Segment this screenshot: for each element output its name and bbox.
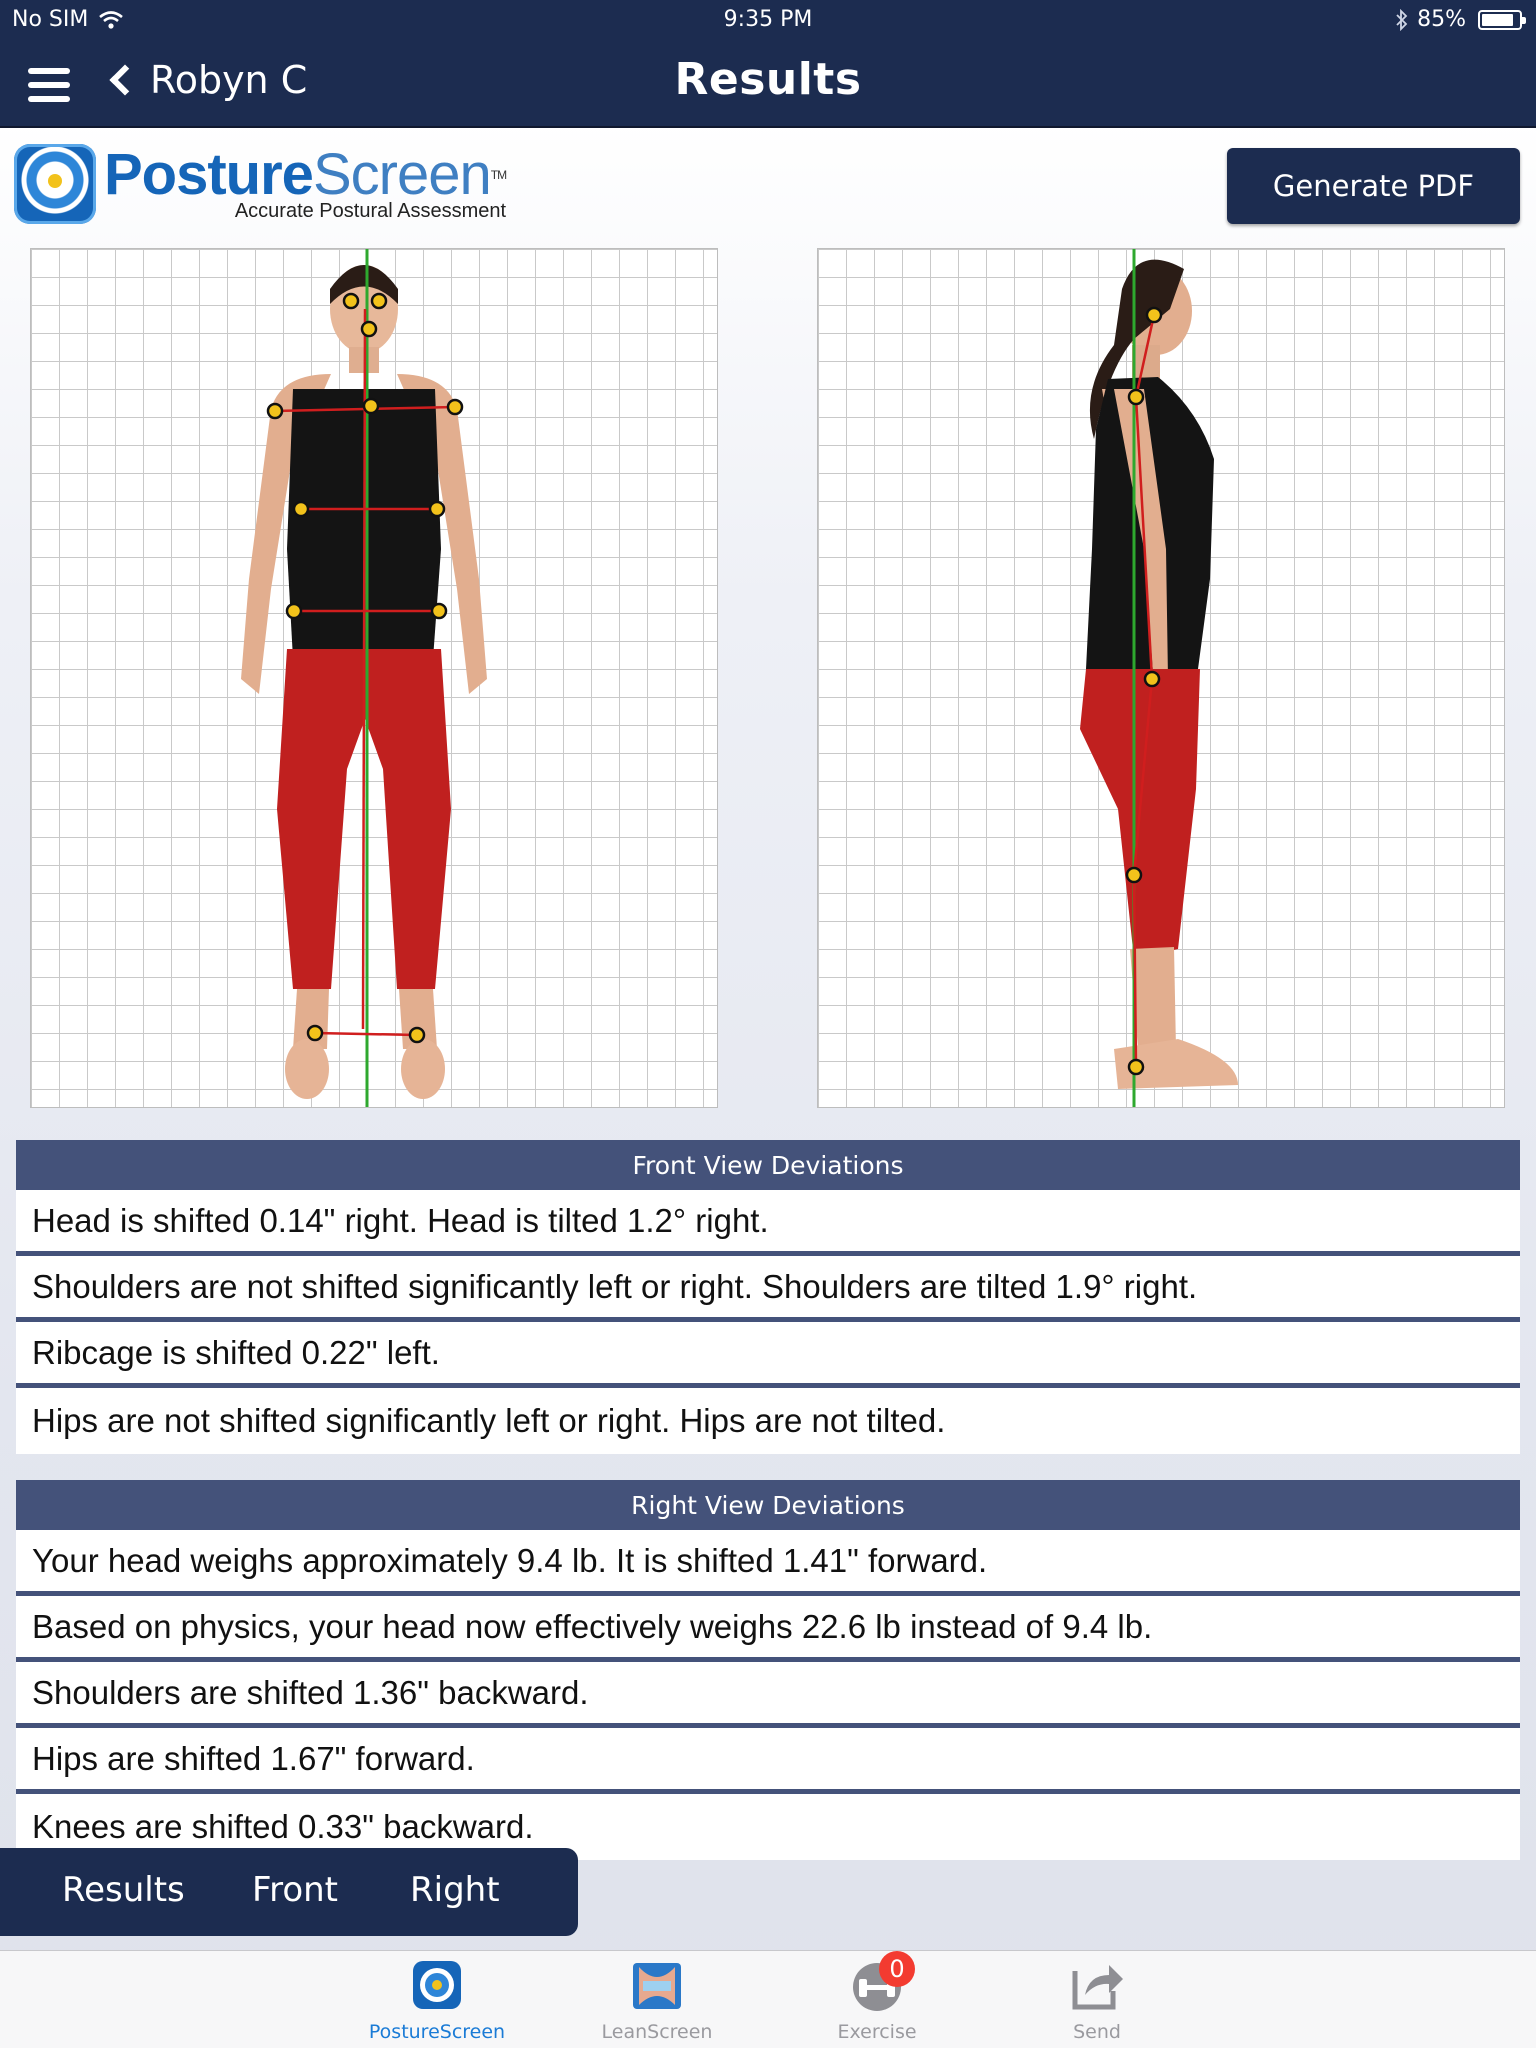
right-view-figure: [818, 249, 1505, 1108]
posturescreen-logo: [14, 144, 506, 224]
tabbar-item-leanscreen[interactable]: [557, 1957, 757, 2043]
front-deviation-row: Hips are not shifted significantly left or right. Hips are not tilted.: [16, 1388, 1520, 1454]
dumbbell-icon: [849, 1957, 905, 2013]
right-deviation-row: Your head weighs approximately 9.4 lb. It is shifted 1.41" forward.: [16, 1530, 1520, 1596]
posturescreen-logo-icon: [14, 144, 96, 224]
tabbar-item-send[interactable]: [997, 1957, 1197, 2043]
front-deviation-row: Shoulders are not shifted significantly left or right. Shoulders are tilted 1.9° right.: [16, 1256, 1520, 1322]
tab-bar: [0, 1950, 1536, 2048]
logo-name-part-b: Screen: [312, 142, 491, 207]
back-button-label: Robyn C: [150, 58, 308, 102]
bluetooth-icon: [1395, 9, 1409, 31]
clock: 9:35 PM: [723, 7, 813, 32]
front-deviation-row: Head is shifted 0.14" right. Head is tilted 1.2° right.: [16, 1190, 1520, 1256]
right-deviation-row: Shoulders are shifted 1.36" backward.: [16, 1662, 1520, 1728]
share-icon: [1069, 1957, 1125, 2013]
battery-icon: [1478, 10, 1522, 30]
tabbar-label: PostureScreen: [368, 2021, 506, 2043]
posturescreen-icon: [409, 1957, 465, 2013]
right-deviation-row: Hips are shifted 1.67" forward.: [16, 1728, 1520, 1794]
status-bar: [0, 0, 1536, 40]
front-view-figure: [31, 249, 718, 1108]
right-deviation-row: Knees are shifted 0.33" backward.: [16, 1794, 1520, 1860]
right-deviation-row: Based on physics, your head now effectively weighs 22.6 lb instead of 9.4 lb.: [16, 1596, 1520, 1662]
front-view-deviations-header: Front View Deviations: [16, 1140, 1520, 1190]
front-deviation-row: Ribcage is shifted 0.22" left.: [16, 1322, 1520, 1388]
battery-fill: [1482, 14, 1513, 26]
tabbar-item-posturescreen[interactable]: [337, 1957, 537, 2043]
view-segment-tabs: [0, 1848, 578, 1936]
tabbar-label: Send: [1073, 2021, 1121, 2043]
logo-trademark: TM: [490, 168, 507, 182]
tab-front[interactable]: Front: [252, 1870, 338, 1910]
tab-results[interactable]: Results: [62, 1870, 185, 1910]
logo-tagline: Accurate Postural Assessment: [234, 200, 507, 222]
battery-percent: 85%: [1417, 7, 1466, 32]
right-view-deviations-list: [16, 1530, 1520, 1860]
leanscreen-icon: [629, 1957, 685, 2013]
tabbar-label: LeanScreen: [601, 2021, 713, 2043]
front-view-photo[interactable]: [30, 248, 718, 1108]
page-title: Results: [674, 54, 862, 105]
right-view-photo[interactable]: [817, 248, 1505, 1108]
navigation-bar: [0, 40, 1536, 128]
tabbar-label: Exercise: [837, 2021, 917, 2043]
tab-right[interactable]: Right: [410, 1870, 500, 1910]
tabbar-item-exercise[interactable]: [777, 1957, 977, 2043]
front-view-deviations-list: [16, 1190, 1520, 1454]
exercise-badge: 0: [879, 1951, 915, 1987]
carrier-label: No SIM: [12, 7, 89, 32]
generate-pdf-button[interactable]: Generate PDF: [1227, 148, 1520, 224]
logo-name-part-a: Posture: [104, 142, 313, 207]
right-view-deviations-header: Right View Deviations: [16, 1480, 1520, 1530]
